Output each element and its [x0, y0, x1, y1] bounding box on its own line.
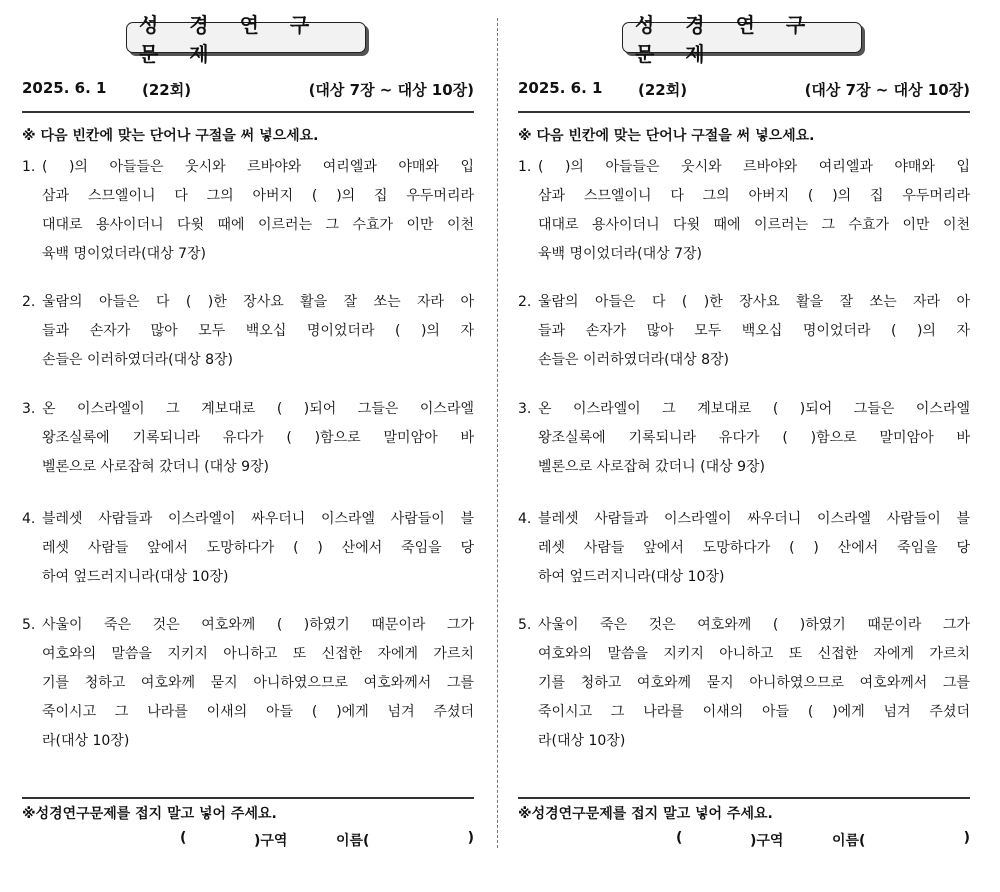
question-number: [22, 669, 42, 698]
question-item: [518, 395, 970, 482]
question-number: [22, 182, 42, 211]
question-number: 4.: [22, 511, 36, 527]
district-blank-open: (: [676, 830, 683, 846]
instruction-text: ※ 다음 빈칸에 맞는 단어나 구절을 써 넣으세요.: [22, 128, 319, 144]
header-rule: [518, 111, 970, 113]
question-text: 기를 청하고 여호와께 묻지 아니하였으므로 여호와께서 그를: [538, 675, 970, 691]
question-text: 울람의 아들은 다 ( )한 장사요 활을 잘 쏘는 자라 아: [42, 294, 474, 310]
question-number: [518, 563, 538, 592]
question-line: [518, 317, 970, 346]
question-line: [22, 505, 474, 534]
question-number: [518, 698, 538, 727]
question-number: [518, 317, 538, 346]
question-line: [518, 698, 970, 727]
question-item: [518, 505, 970, 592]
question-text: 레셋 사람들 앞에서 도망하다가 ( ) 산에서 죽임을 당: [538, 540, 970, 556]
question-text: 사울이 죽은 것은 여호와께 ( )하였기 때문이라 그가: [538, 617, 970, 633]
question-text: 레셋 사람들 앞에서 도망하다가 ( ) 산에서 죽임을 당: [42, 540, 474, 556]
question-line: [518, 240, 970, 269]
question-number: [22, 453, 42, 482]
question-line: [518, 424, 970, 453]
question-text: 벨론으로 사로잡혀 갔더니 (대상 9장): [538, 459, 765, 475]
header-meta: [22, 79, 474, 101]
question-line: [22, 669, 474, 698]
question-text: 블레셋 사람들과 이스라엘이 싸우더니 이스라엘 사람들이 블: [538, 511, 970, 527]
question-number: [518, 453, 538, 482]
question-number: [518, 240, 538, 269]
question-line: [22, 453, 474, 482]
question-line: [22, 534, 474, 563]
question-text: 들과 손자가 많아 모두 백오십 명이었더라 ( )의 자: [42, 323, 474, 339]
question-text: 온 이스라엘이 그 계보대로 ( )되어 그들은 이스라엘: [538, 401, 970, 417]
question-line: [22, 424, 474, 453]
question-number: [22, 534, 42, 563]
question-line: [22, 240, 474, 269]
chapter-range-label: (대상 7장 ~ 대상 10장): [308, 81, 474, 99]
name-blank-close: ): [467, 830, 474, 846]
question-line: [22, 563, 474, 592]
question-number: [518, 534, 538, 563]
question-number: [22, 317, 42, 346]
question-text: 삼과 스므엘이니 다 그의 아버지 ( )의 집 우두머리라: [42, 188, 474, 204]
question-text: 블레셋 사람들과 이스라엘이 싸우더니 이스라엘 사람들이 블: [42, 511, 474, 527]
question-text: 대대로 용사이더니 다윗 때에 이르러는 그 수효가 이만 이천: [538, 217, 970, 233]
chapter-range-label: (대상 7장 ~ 대상 10장): [804, 81, 970, 99]
question-line: [518, 534, 970, 563]
question-text: 죽이시고 그 나라를 이새의 아들 ( )에게 넘겨 주셨더: [538, 704, 970, 720]
footer-note: ※성경연구문제를 접지 말고 넣어 주세요.: [518, 806, 773, 822]
question-number: 2.: [518, 294, 532, 310]
question-line: [518, 153, 970, 182]
header-meta: [518, 79, 970, 101]
question-number: [22, 640, 42, 669]
question-text: 왕조실록에 기록되니라 유다가 ( )함으로 말미암아 바: [538, 430, 970, 446]
question-text: 벨론으로 사로잡혀 갔더니 (대상 9장): [42, 459, 269, 475]
question-number: [22, 346, 42, 375]
question-number: 5.: [22, 617, 36, 633]
question-line: [518, 453, 970, 482]
question-number: 5.: [518, 617, 532, 633]
question-line: [22, 153, 474, 182]
question-text: 왕조실록에 기록되니라 유다가 ( )함으로 말미암아 바: [42, 430, 474, 446]
question-text: 삼과 스므엘이니 다 그의 아버지 ( )의 집 우두머리라: [538, 188, 970, 204]
worksheet-title: 성 경 연 구 문 제: [622, 22, 862, 53]
question-text: ( )의 아들들은 웃시와 르바야와 여리엘과 야매와 입: [538, 159, 970, 175]
question-number: [518, 182, 538, 211]
question-line: [22, 182, 474, 211]
question-number: [22, 698, 42, 727]
footer-rule: [22, 797, 474, 799]
question-text: 들과 손자가 많아 모두 백오십 명이었더라 ( )의 자: [538, 323, 970, 339]
question-number: [518, 640, 538, 669]
question-item: [518, 288, 970, 375]
question-text: 온 이스라엘이 그 계보대로 ( )되어 그들은 이스라엘: [42, 401, 474, 417]
question-line: [518, 211, 970, 240]
question-item: [22, 153, 474, 269]
question-line: [22, 317, 474, 346]
name-label: 이름(: [832, 833, 866, 849]
header-rule: [22, 111, 474, 113]
question-number: 4.: [518, 511, 532, 527]
question-line: [518, 640, 970, 669]
question-line: [22, 698, 474, 727]
worksheet-right: [518, 0, 970, 892]
question-line: [518, 346, 970, 375]
question-number: [518, 727, 538, 756]
question-text: 육백 명이었더라(대상 7장): [538, 246, 702, 262]
question-text: 하여 엎드러지니라(대상 10장): [538, 569, 725, 585]
question-line: [518, 288, 970, 317]
district-label: )구역: [254, 833, 288, 849]
round-label: (22회): [638, 81, 688, 99]
question-number: [22, 211, 42, 240]
name-blank-close: ): [963, 830, 970, 846]
question-line: [518, 611, 970, 640]
question-text: 라(대상 10장): [42, 733, 130, 749]
question-text: 육백 명이었더라(대상 7장): [42, 246, 206, 262]
question-line: [518, 669, 970, 698]
question-item: [518, 153, 970, 269]
question-number: 1.: [22, 159, 36, 175]
worksheet-title: 성 경 연 구 문 제: [126, 22, 366, 53]
district-name-form: [22, 830, 474, 852]
question-text: 죽이시고 그 나라를 이새의 아들 ( )에게 넘겨 주셨더: [42, 704, 474, 720]
question-text: 손들은 이러하였더라(대상 8장): [538, 352, 730, 368]
question-number: [518, 669, 538, 698]
district-blank-open: (: [180, 830, 187, 846]
worksheet-left: [22, 0, 474, 892]
footer-note: ※성경연구문제를 접지 말고 넣어 주세요.: [22, 806, 277, 822]
question-number: 2.: [22, 294, 36, 310]
district-label: )구역: [750, 833, 784, 849]
question-text: 손들은 이러하였더라(대상 8장): [42, 352, 234, 368]
cut-line-divider: [497, 18, 498, 848]
question-item: [22, 611, 474, 756]
question-line: [22, 395, 474, 424]
question-item: [22, 505, 474, 592]
question-number: [22, 563, 42, 592]
question-line: [22, 346, 474, 375]
question-line: [22, 611, 474, 640]
question-line: [518, 182, 970, 211]
round-label: (22회): [142, 81, 192, 99]
question-line: [22, 211, 474, 240]
question-number: 3.: [518, 401, 532, 417]
question-text: 여호와의 말씀을 지키지 아니하고 또 신접한 자에게 가르치: [42, 646, 474, 662]
district-name-form: [518, 830, 970, 852]
footer-rule: [518, 797, 970, 799]
question-text: ( )의 아들들은 웃시와 르바야와 여리엘과 야매와 입: [42, 159, 474, 175]
question-number: [22, 424, 42, 453]
question-number: [518, 424, 538, 453]
question-text: 여호와의 말씀을 지키지 아니하고 또 신접한 자에게 가르치: [538, 646, 970, 662]
question-number: [22, 240, 42, 269]
question-text: 대대로 용사이더니 다윗 때에 이르러는 그 수효가 이만 이천: [42, 217, 474, 233]
question-line: [518, 563, 970, 592]
question-number: 1.: [518, 159, 532, 175]
question-line: [518, 505, 970, 534]
instruction-text: ※ 다음 빈칸에 맞는 단어나 구절을 써 넣으세요.: [518, 128, 815, 144]
question-line: [518, 727, 970, 756]
question-line: [22, 288, 474, 317]
question-line: [518, 395, 970, 424]
question-number: [22, 727, 42, 756]
question-number: [518, 346, 538, 375]
question-number: 3.: [22, 401, 36, 417]
question-text: 울람의 아들은 다 ( )한 장사요 활을 잘 쏘는 자라 아: [538, 294, 970, 310]
question-text: 기를 청하고 여호와께 묻지 아니하였으므로 여호와께서 그를: [42, 675, 474, 691]
question-line: [22, 727, 474, 756]
question-text: 하여 엎드러지니라(대상 10장): [42, 569, 229, 585]
question-item: [518, 611, 970, 756]
question-text: 사울이 죽은 것은 여호와께 ( )하였기 때문이라 그가: [42, 617, 474, 633]
date-label: 2025. 6. 1: [518, 79, 603, 97]
question-text: 라(대상 10장): [538, 733, 626, 749]
question-number: [518, 211, 538, 240]
question-item: [22, 288, 474, 375]
question-line: [22, 640, 474, 669]
name-label: 이름(: [336, 833, 370, 849]
question-item: [22, 395, 474, 482]
date-label: 2025. 6. 1: [22, 79, 107, 97]
